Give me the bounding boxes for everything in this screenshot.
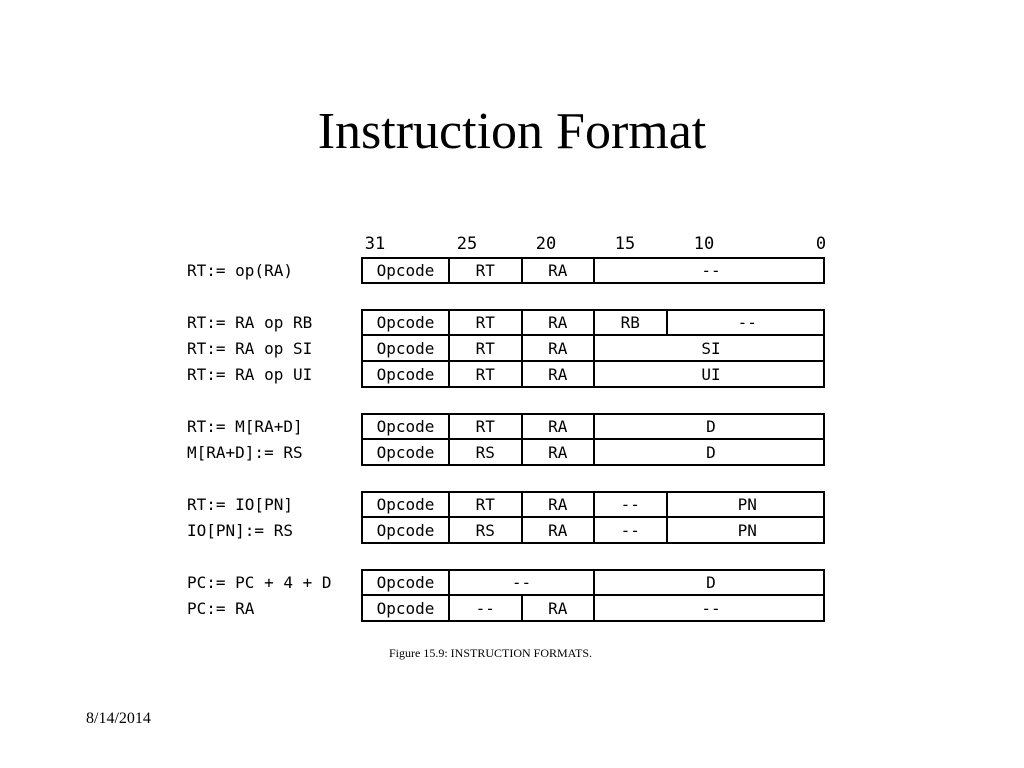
- operation-label: RT:= op(RA): [187, 261, 293, 280]
- field-cell: UI: [701, 364, 721, 384]
- field-cell: RT: [450, 259, 523, 282]
- format-row: [0, 310, 1024, 336]
- field-cell: Opcode: [363, 571, 450, 594]
- format-group: [0, 492, 1024, 544]
- field-cell: Opcode: [363, 440, 450, 464]
- field-cell: RA: [523, 440, 596, 464]
- field-box: [361, 413, 825, 440]
- field-cell: --: [450, 571, 595, 594]
- format-row: [0, 440, 1024, 466]
- operation-label: RT:= RA op RB: [187, 313, 313, 332]
- operation-label: RT:= RA op SI: [187, 339, 313, 358]
- field-cell: RA: [523, 259, 596, 282]
- format-row: [0, 596, 1024, 622]
- field-box: [361, 518, 825, 544]
- operation-label: RT:= RA op UI: [187, 365, 313, 384]
- field-cell: --: [701, 261, 721, 280]
- operation-label: IO[PN]:= RS: [187, 521, 293, 540]
- field-cell: --: [450, 596, 523, 620]
- format-row: [0, 258, 1024, 284]
- field-cell: Opcode: [363, 259, 450, 282]
- field-cell: RB: [595, 311, 668, 334]
- field-cell: RA: [523, 336, 596, 360]
- field-cell: RA: [523, 596, 596, 620]
- bit-label: 31: [364, 234, 386, 254]
- field-box: [361, 336, 825, 362]
- field-cell: RT: [450, 362, 523, 386]
- field-cell: Opcode: [363, 493, 450, 516]
- format-group: [0, 414, 1024, 466]
- footer-date: 8/14/2014: [86, 710, 151, 727]
- field-cell: RT: [450, 415, 523, 438]
- bit-label: 10: [693, 234, 715, 254]
- field-cell: Opcode: [363, 415, 450, 438]
- field-box: [361, 569, 825, 596]
- bit-label: 25: [456, 234, 478, 254]
- bit-label: 0: [815, 234, 827, 254]
- slide-title: Instruction Format: [317, 103, 707, 160]
- field-cell: RA: [523, 311, 596, 334]
- field-cell: --: [595, 518, 668, 542]
- field-cell: RA: [523, 415, 596, 438]
- field-box: [361, 257, 825, 284]
- field-cell: PN: [737, 495, 757, 514]
- operation-label: RT:= IO[PN]: [187, 495, 293, 514]
- format-row: [0, 336, 1024, 362]
- field-cell: RT: [450, 493, 523, 516]
- field-box: [361, 491, 825, 518]
- field-box: [361, 362, 825, 388]
- field-cell: RT: [450, 336, 523, 360]
- bit-label: 15: [614, 234, 636, 254]
- field-cell: Opcode: [363, 311, 450, 334]
- format-row: [0, 362, 1024, 388]
- field-cell: Opcode: [363, 336, 450, 360]
- field-cell: RA: [523, 362, 596, 386]
- format-group: [0, 310, 1024, 388]
- format-row: [0, 492, 1024, 518]
- operation-label: RT:= M[RA+D]: [187, 417, 303, 436]
- field-cell: Opcode: [363, 518, 450, 542]
- figure-caption: Figure 15.9: INSTRUCTION FORMATS.: [389, 646, 593, 660]
- field-box: [361, 440, 825, 466]
- field-cell: Opcode: [363, 596, 450, 620]
- bit-position-labels: [0, 234, 1024, 256]
- operation-label: M[RA+D]:= RS: [187, 443, 303, 462]
- field-cell: RA: [523, 518, 596, 542]
- field-cell: D: [706, 573, 716, 592]
- field-cell: SI: [701, 338, 721, 358]
- operation-label: PC:= RA: [187, 599, 255, 618]
- operation-label: PC:= PC + 4 + D: [187, 573, 332, 592]
- format-row: [0, 518, 1024, 544]
- field-cell: --: [737, 313, 757, 332]
- field-cell: RA: [523, 493, 596, 516]
- field-cell: D: [706, 442, 716, 462]
- field-box: [361, 309, 825, 336]
- bit-label: 20: [535, 234, 557, 254]
- field-cell: RT: [450, 311, 523, 334]
- field-cell: RS: [450, 518, 523, 542]
- field-cell: Opcode: [363, 362, 450, 386]
- format-group: [0, 258, 1024, 284]
- field-cell: --: [595, 493, 668, 516]
- field-cell: RS: [450, 440, 523, 464]
- field-box: [361, 596, 825, 622]
- format-row: [0, 414, 1024, 440]
- field-cell: --: [701, 598, 721, 618]
- field-cell: D: [706, 417, 716, 436]
- format-group: [0, 570, 1024, 622]
- field-cell: PN: [737, 520, 757, 540]
- format-row: [0, 570, 1024, 596]
